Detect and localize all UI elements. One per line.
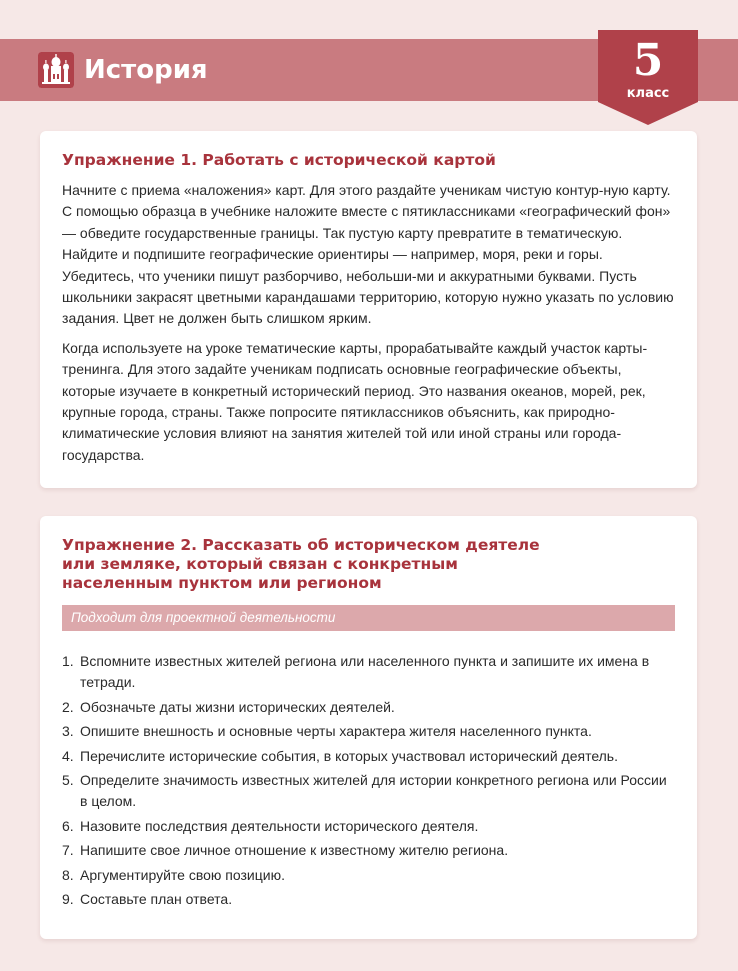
exercise-1-title: Упражнение 1. Работать с исторической картой [62, 151, 496, 169]
list-item: 8. Аргументируйте свою позицию. [62, 866, 285, 883]
grade-number: 5 [632, 35, 664, 86]
subject-title: История [84, 55, 208, 85]
steps-list [62, 651, 675, 910]
list-item: 2. Обозначьте даты жизни исторических деятелей. [62, 698, 395, 715]
exercise-1-paragraph: Когда используете на уроке тематические карты, прорабатывайте каждый участок карты-тренинга. Для этого задайте ученикам подписать основные географические объекты, которые изучаете в конкретный исторический период. Это названия океанов, морей, рек, крупные города, страны. Также попросите пятиклассников объяснить, как природно-климатические условия влияют на занятия жителей той или иной страны или города-государства. [62, 339, 648, 463]
list-item: 9. Составьте план ответа. [62, 891, 233, 907]
list-item: 7. Напишите свое личное отношение к известному жителю региона. [62, 842, 509, 858]
exercise-card-2 [40, 516, 697, 939]
exercise-card-1 [40, 131, 697, 488]
grade-badge [598, 30, 698, 125]
list-item: 6. Назовите последствия деятельности исторического деятеля. [62, 817, 479, 834]
exercise-1-paragraph: Начните с приема «наложения» карт. Для этого раздайте ученикам чистую контур-ную карту. С помощью образца в учебнике наложите вместе с пятиклассниками «географический фон» — обведите государственные границы. Так пустую карту превратите в тематическую. Найдите и подпишите географические ориентиры — например, моря, реки и горы. Убедитесь, что ученики пишут разборчиво, небольши-ми и аккуратными буквами. Пусть школьники закрасят цветными карандашами территорию, которую нужно указать по условию задания. Цвет не должен быть слишком ярким. [62, 182, 674, 327]
project-note: Подходит для проектной деятельности [62, 605, 675, 631]
exercise-2-title: Упражнение 2. Рассказать об историческом деятеле или земляке, который связан с конкретным населенным пунктом или регионом [62, 536, 540, 592]
list-item: 1. Вспомните известных жителей региона или населенного пункта и запишите их имена в тетради. [62, 653, 650, 690]
list-item: 3. Опишите внешность и основные черты характера жителя населенного пункта. [62, 723, 592, 739]
list-item: 5. Определите значимость известных жителей для истории конкретного региона или России в целом. [62, 772, 667, 809]
grade-word: класс [626, 86, 670, 101]
list-item: 4. Перечислите исторические события, в которых участвовал исторический деятель. [62, 747, 618, 764]
kremlin-icon [38, 52, 74, 88]
